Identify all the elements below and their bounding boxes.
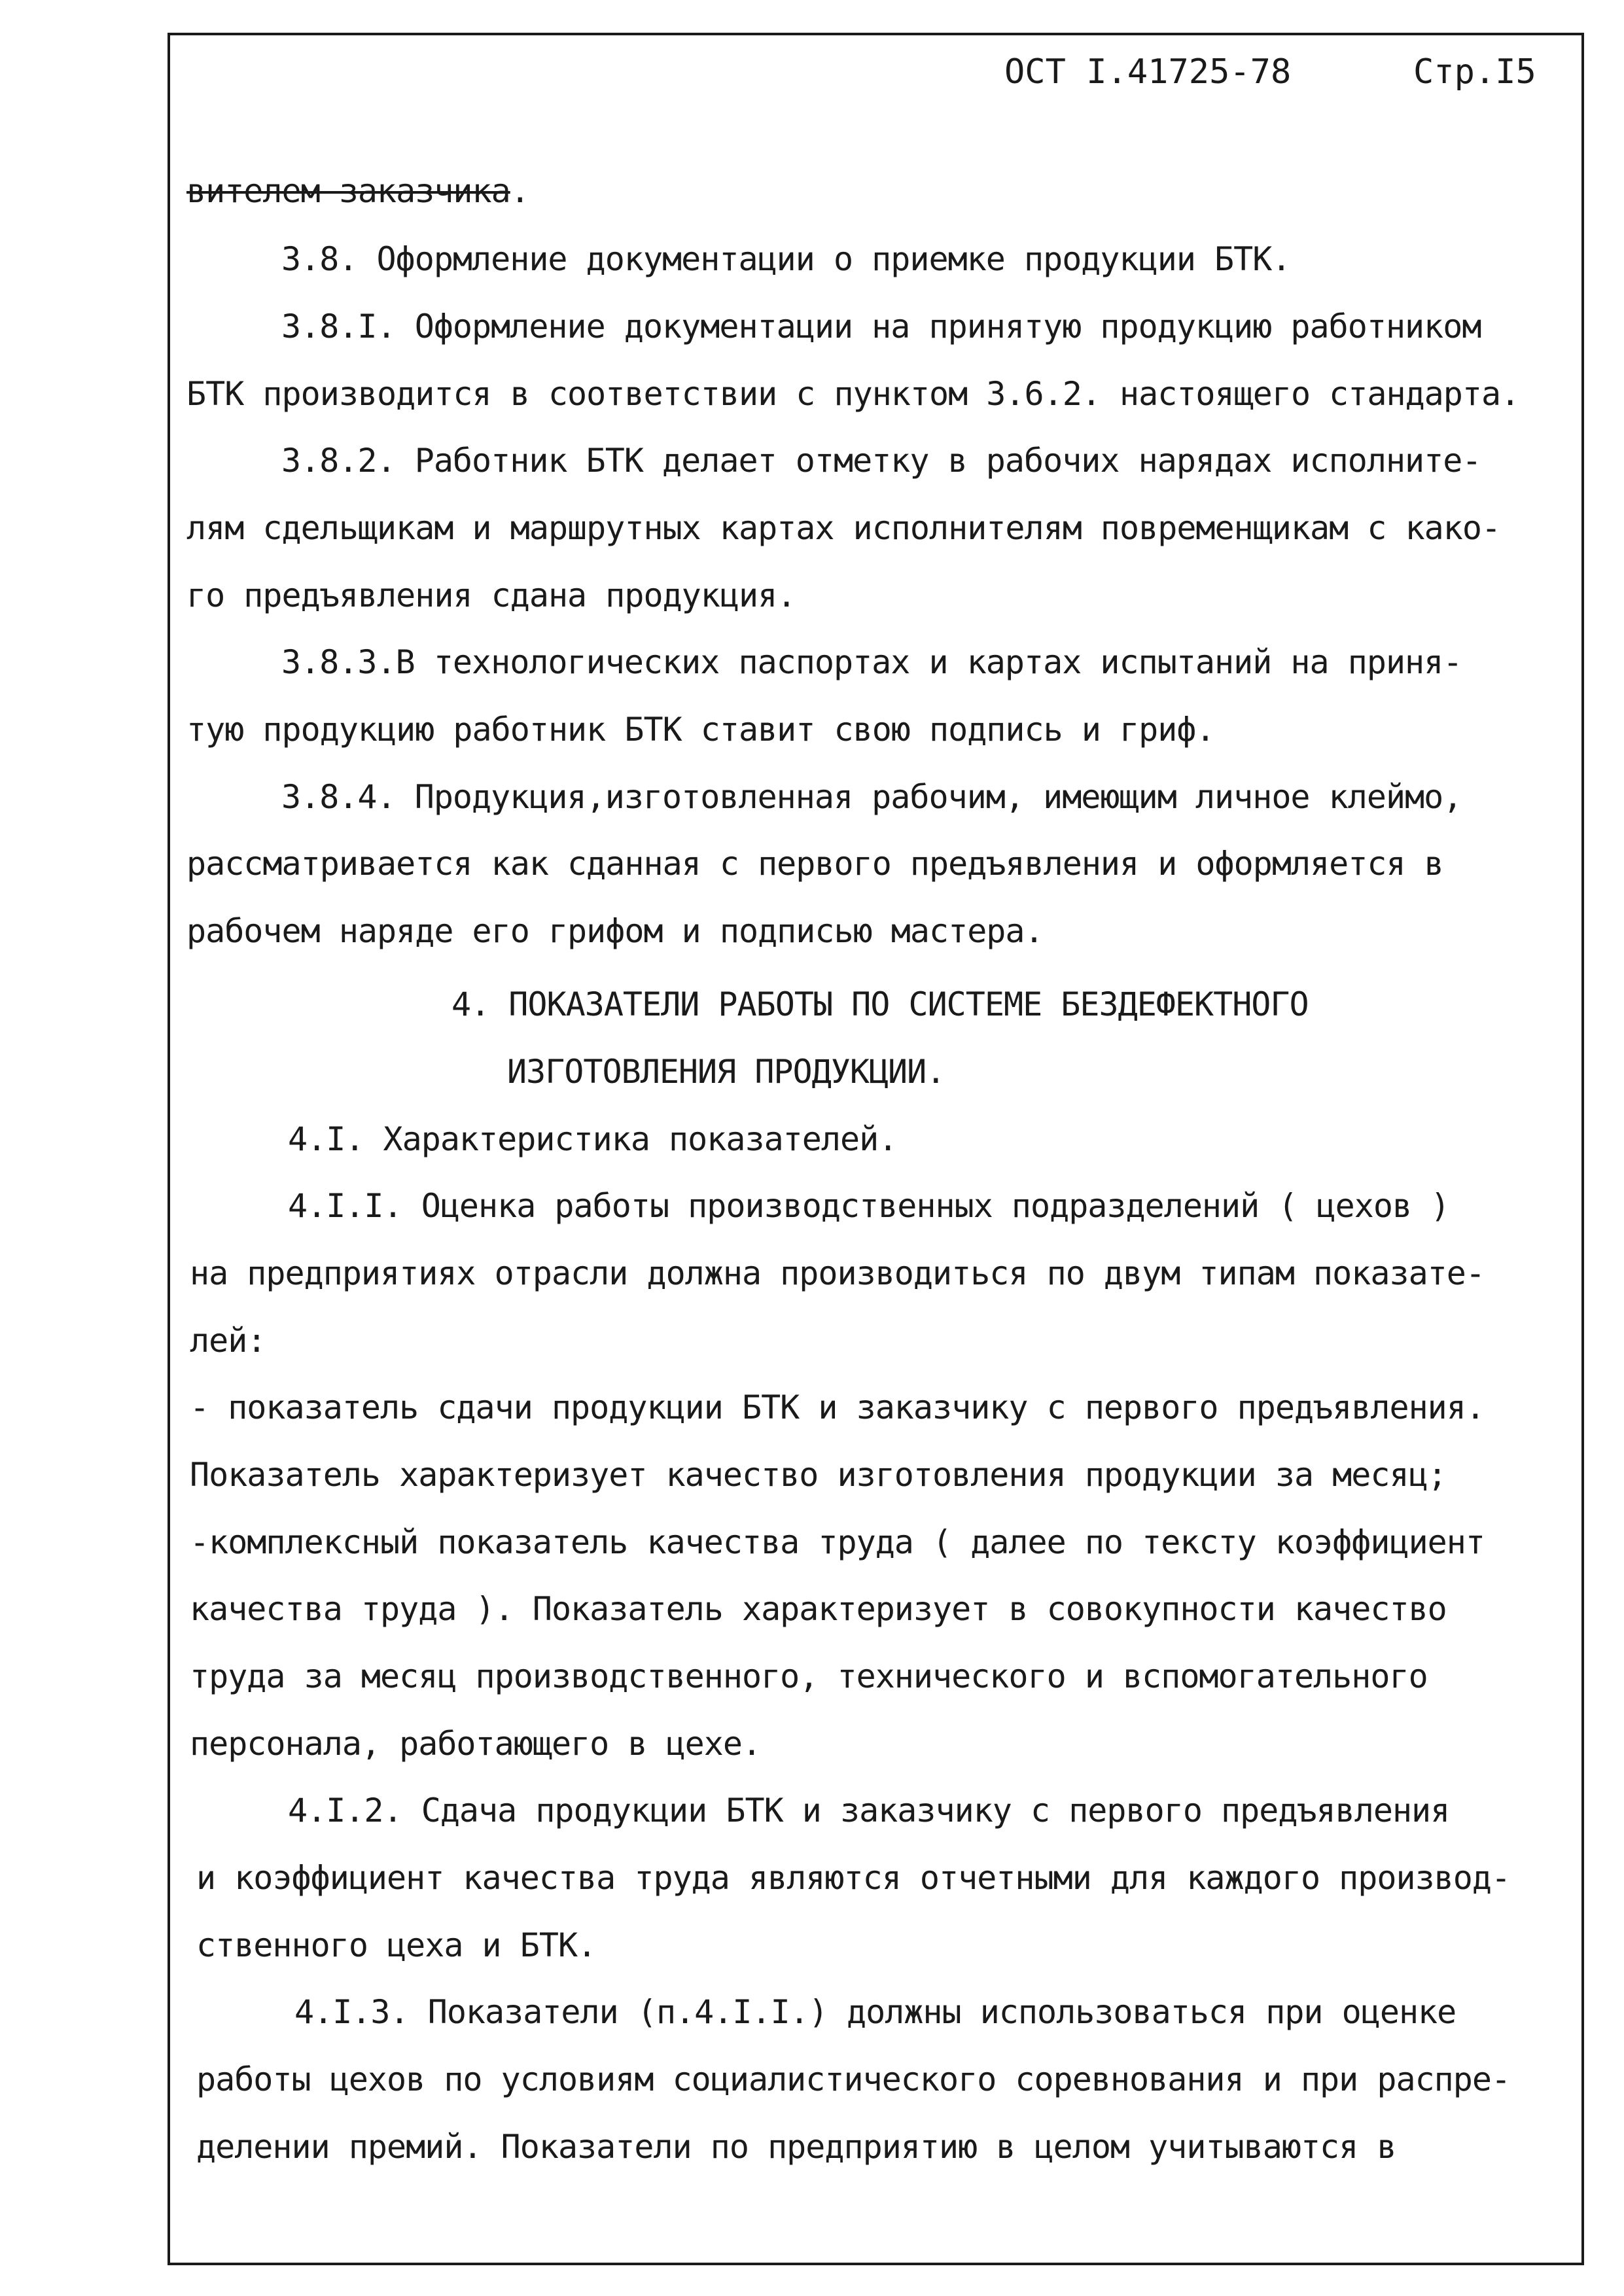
paragraph-line: 4.I.2. Сдача продукции БТК и заказчику с первого предъявления [288, 1792, 1450, 1829]
struck-text: вителем заказчика [186, 172, 510, 210]
paragraph-line: на предприятиях отрасли должна производиться по двум типам показате- [190, 1254, 1485, 1292]
paragraph-line: 3.8.4. Продукция,изготовленная рабочим, имеющим личное клеймо, [281, 778, 1462, 816]
paragraph-line: рабочем наряде его грифом и подписью мастера. [186, 912, 1044, 950]
list-item: - показатель сдачи продукции БТК и заказчику с первого предъявления. [190, 1388, 1485, 1426]
section-4-title-cont: ИЗГОТОВЛЕНИЯ ПРОДУКЦИИ. [507, 1053, 945, 1091]
paragraph-line: труда за месяц производственного, технического и вспомогательного [190, 1657, 1428, 1695]
page-number: Стр.I5 [1413, 52, 1536, 92]
section-4-title: 4. ПОКАЗАТЕЛИ РАБОТЫ ПО СИСТЕМЕ БЕЗДЕФЕКТНОГО [451, 985, 1309, 1023]
paragraph-line: тую продукцию работник БТК ставит свою подпись и гриф. [186, 711, 1215, 749]
paragraph-line: 3.8.I. Оформление документации на принятую продукцию работником [281, 308, 1481, 345]
paragraph-line: 3.8.3.В технологических паспортах и картах испытаний на приня- [281, 643, 1462, 681]
paragraph-line: делении премий. Показатели по предприятию в целом учитываются в [196, 2128, 1396, 2166]
paragraph-line: лей: [190, 1322, 266, 1360]
paragraph-line: БТК производится в соответствии с пунктом 3.6.2. настоящего стандарта. [186, 375, 1520, 413]
paragraph-line: го предъявления сдана продукция. [186, 576, 796, 614]
section-4-1-heading: 4.I. Характеристика показателей. [288, 1120, 898, 1158]
paragraph-line: 4.I.3. Показатели (п.4.I.I.) должны использоваться при оценке [294, 1993, 1456, 2031]
paragraph-line: 3.8.2. Работник БТК делает отметку в рабочих нарядах исполните- [281, 442, 1481, 480]
paragraph-line: работы цехов по условиям социалистического соревнования и при распре- [196, 2060, 1511, 2098]
section-3-8-heading: 3.8. Оформление документации о приемке продукции БТК. [281, 240, 1291, 278]
paragraph-line: рассматривается как сданная с первого предъявления и оформляется в [186, 845, 1443, 883]
paragraph-line: качества труда ). Показатель характеризует в совокупности качество [190, 1590, 1447, 1628]
standard-number: ОСТ I.41725-78 [1004, 52, 1292, 92]
paragraph-line: Показатель характеризует качество изготовления продукции за месяц; [190, 1456, 1447, 1494]
paragraph-line: персонала, работающего в цехе. [190, 1725, 762, 1763]
line-continuation: вителем заказчика. [186, 172, 529, 210]
paragraph-line: лям сдельщикам и маршрутных картах исполнителям повременщикам с како- [186, 509, 1501, 547]
paragraph-line: 4.I.I. Оценка работы производственных подразделений ( цехов ) [288, 1187, 1450, 1225]
list-item: -комплексный показатель качества труда ( далее по тексту коэффициент [190, 1523, 1485, 1561]
paragraph-line: и коэффициент качества труда являются отчетными для каждого производ- [196, 1859, 1511, 1897]
paragraph-line: ственного цеха и БТК. [196, 1926, 597, 1964]
